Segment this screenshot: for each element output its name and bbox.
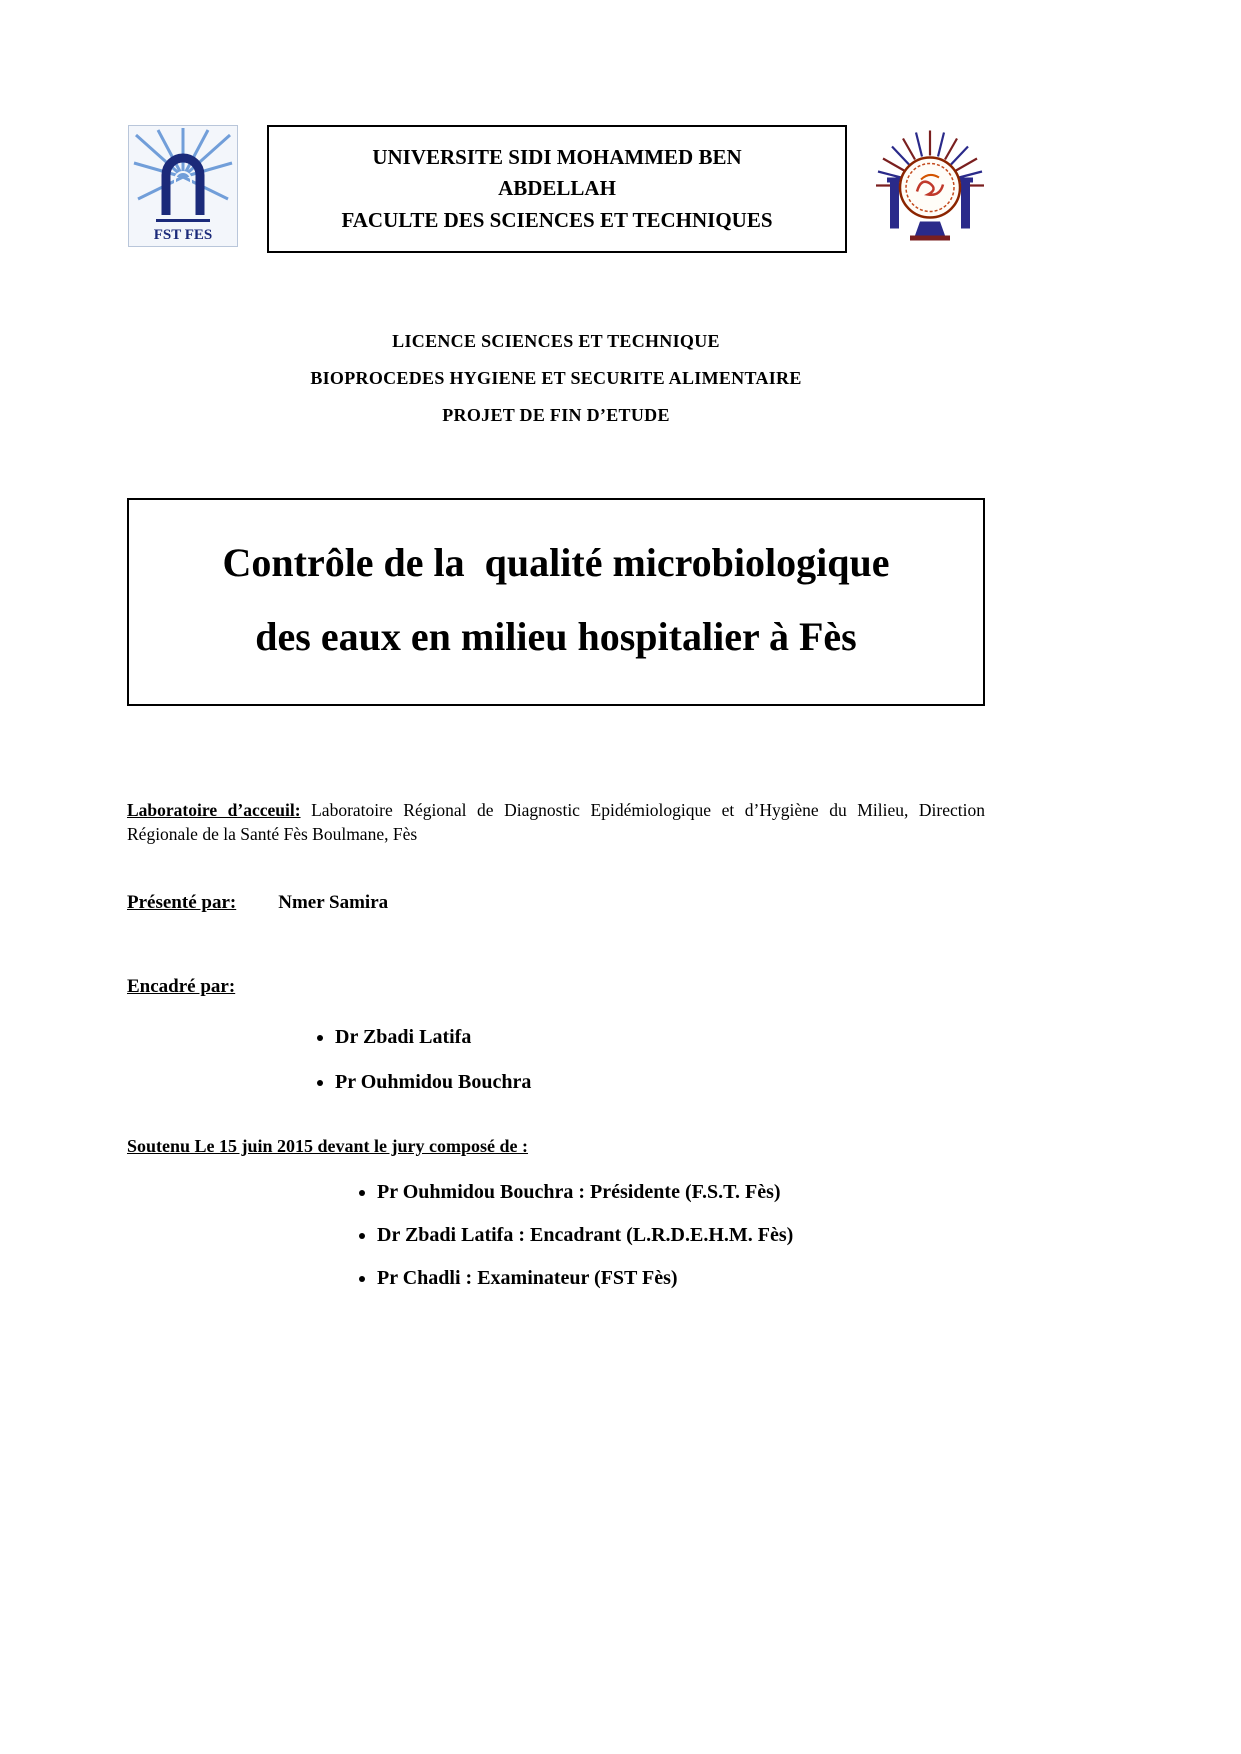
- university-name-line1: UNIVERSITE SIDI MOHAMMED BEN: [372, 144, 742, 169]
- report-title-line1: Contrôle de la qualité microbiologique: [222, 540, 890, 585]
- host-laboratory-text: Laboratoire Régional de Diagnostic Epidémiologique et d’Hygiène du Milieu, Direction Régionale de la Santé Fès Boulmane, Fès: [127, 800, 985, 845]
- program-line-bioprocedes: BIOPROCEDES HYGIENE ET SECURITE ALIMENTAIRE: [310, 368, 802, 388]
- supervised-by-label: Encadré par:: [127, 976, 236, 998]
- program-block: [127, 331, 985, 426]
- host-laboratory-label: Laboratoire d’acceuil:: [127, 800, 301, 820]
- jury-member-item: • Dr Zbadi Latifa : Encadrant (L.R.D.E.H.M. Fès): [377, 1224, 985, 1247]
- supervisor-item: • Dr Zbadi Latifa: [335, 1026, 985, 1049]
- university-name-box: [267, 125, 847, 253]
- defense-label: Soutenu Le 15 juin 2015 devant le jury composé de :: [127, 1136, 529, 1157]
- host-laboratory-paragraph: [127, 798, 985, 846]
- supervisors-list: [127, 1026, 985, 1094]
- program-line-projet: PROJET DE FIN D’ETUDE: [442, 405, 670, 425]
- presented-by-row: [127, 892, 985, 914]
- header: [127, 125, 985, 253]
- fst-fes-logo-icon: [127, 125, 239, 247]
- program-line-licence: LICENCE SCIENCES ET TECHNIQUE: [392, 331, 720, 351]
- jury-list: [127, 1181, 985, 1290]
- student-name: Nmer Samira: [278, 892, 389, 914]
- fst-fes-logo-text: FST FES: [153, 227, 213, 243]
- faculty-name-line: FACULTE DES SCIENCES ET TECHNIQUES: [341, 207, 773, 232]
- supervisor-item: • Pr Ouhmidou Bouchra: [335, 1071, 985, 1094]
- presented-by-label: Présenté par:: [127, 892, 237, 914]
- report-title-line2: des eaux en milieu hospitalier à Fès: [255, 614, 857, 659]
- university-name-line2: ABDELLAH: [498, 176, 616, 201]
- fst-fes-logo: [127, 125, 239, 247]
- report-title-box: [127, 498, 985, 706]
- university-seal-icon: [875, 125, 985, 251]
- jury-member-item: • Pr Ouhmidou Bouchra : Présidente (F.S.T. Fès): [377, 1181, 985, 1204]
- jury-member-item: • Pr Chadli : Examinateur (FST Fès): [377, 1267, 985, 1290]
- university-seal-logo: [875, 125, 985, 251]
